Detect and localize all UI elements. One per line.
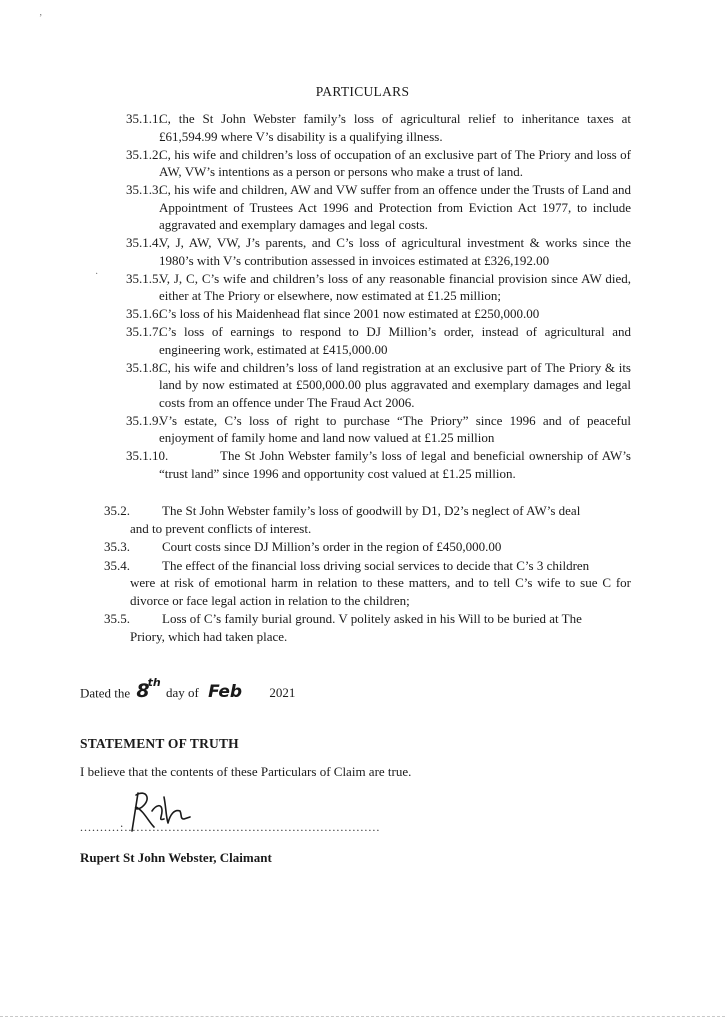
scan-mark: ’ — [39, 13, 43, 24]
dated-line — [80, 676, 296, 703]
list-item: 35.1.9.V’s estate, C’s loss of right to purchase “The Priory” since 1996 and of peaceful enjoyment of family home and land now valued at £1.25 million — [126, 412, 631, 445]
handwritten-day-suffix: th — [147, 676, 161, 689]
list-item: 35.1.7.C’s loss of earnings to respond to DJ Million’s order, instead of agricultural and engineering work, estimated at £415,000.00 — [126, 324, 631, 357]
statement-text: I believe that the contents of these Particulars of Claim are true. — [80, 764, 412, 779]
page-title: PARTICULARS — [315, 84, 410, 99]
list-item: 35.1.3.C, his wife and children, AW and VW suffer from an offence under the Trusts of Land and Appointment of Trustees Act 1996 and Protection from Eviction Act 1977, to include aggravated and exemplary damages and legal costs. — [126, 182, 631, 232]
list-item: 35.4. The effect of the financial loss driving social services to decide that C’s 3 children were at risk of emotional harm in relation to these matters, and to tell C’s wife to sue C for divorce or face legal action in relation to the children; — [104, 557, 631, 608]
list-item: 35.1.4.V, J, AW, VW, J’s parents, and C’s loss of agricultural investment & works since the 1980’s with V’s contribution assessed in invoices estimated at £326,192.00 — [126, 235, 631, 268]
handwritten-month: Feb — [208, 682, 243, 703]
list-item: 35.1.1.C, the St John Webster family’s loss of agricultural relief to inheritance taxes at £61,594.99 where V’s disability is a qualifying illness. — [126, 111, 631, 144]
list-item: 35.1.5.V, J, C, C’s wife and children’s loss of any reasonable financial provision since AW died, either at The Priory or elsewhere, now estimated at £1.25 million; — [126, 270, 631, 303]
statement-heading: STATEMENT OF TRUTH — [80, 736, 239, 751]
subitems-list — [126, 110, 631, 483]
list-item: 35.1.10. The St John Webster family’s loss of legal and beneficial ownership of AW’s “trust land” since 1996 and opportunity cost valued at £1.25 million. — [126, 448, 631, 481]
dated-middle: day of — [166, 685, 199, 701]
list-item: 35.1.6.C’s loss of his Maidenhead flat since 2001 now estimated at £250,000.00 — [126, 306, 540, 321]
scan-mark: · — [95, 269, 99, 280]
signature-line: ..........:................................................................ — [80, 820, 381, 834]
list-item: 35.5. Loss of C’s family burial ground. V politely asked in his Will to be buried at The Priory, which had taken place. — [104, 611, 582, 644]
list-item: 35.1.8.C, his wife and children’s loss of land registration at an exclusive part of The Priory & its land by now estimated at £500,000.00 plus aggravated and exemplary damages and legal costs from an offence under The Fraud Act 2006. — [126, 359, 631, 410]
list-item: 35.1.2.C, his wife and children’s loss of occupation of an exclusive part of The Priory and loss of AW, VW’s intentions as a person or persons who make a trust of land. — [126, 146, 631, 179]
handwritten-day: 8 — [136, 680, 150, 703]
list-item: 35.3. Court costs since DJ Million’s order in the region of £450,000.00 — [104, 539, 502, 554]
list-item: 35.2. The St John Webster family’s loss of goodwill by D1, D2’s neglect of AW’s deal and to prevent conflicts of interest. — [104, 503, 581, 536]
page-bottom-edge — [0, 1016, 725, 1017]
dated-prefix: Dated the — [80, 685, 131, 701]
dated-year: 2021 — [269, 685, 296, 701]
signer-name: Rupert St John Webster, Claimant — [80, 850, 272, 865]
items-list — [104, 502, 631, 646]
